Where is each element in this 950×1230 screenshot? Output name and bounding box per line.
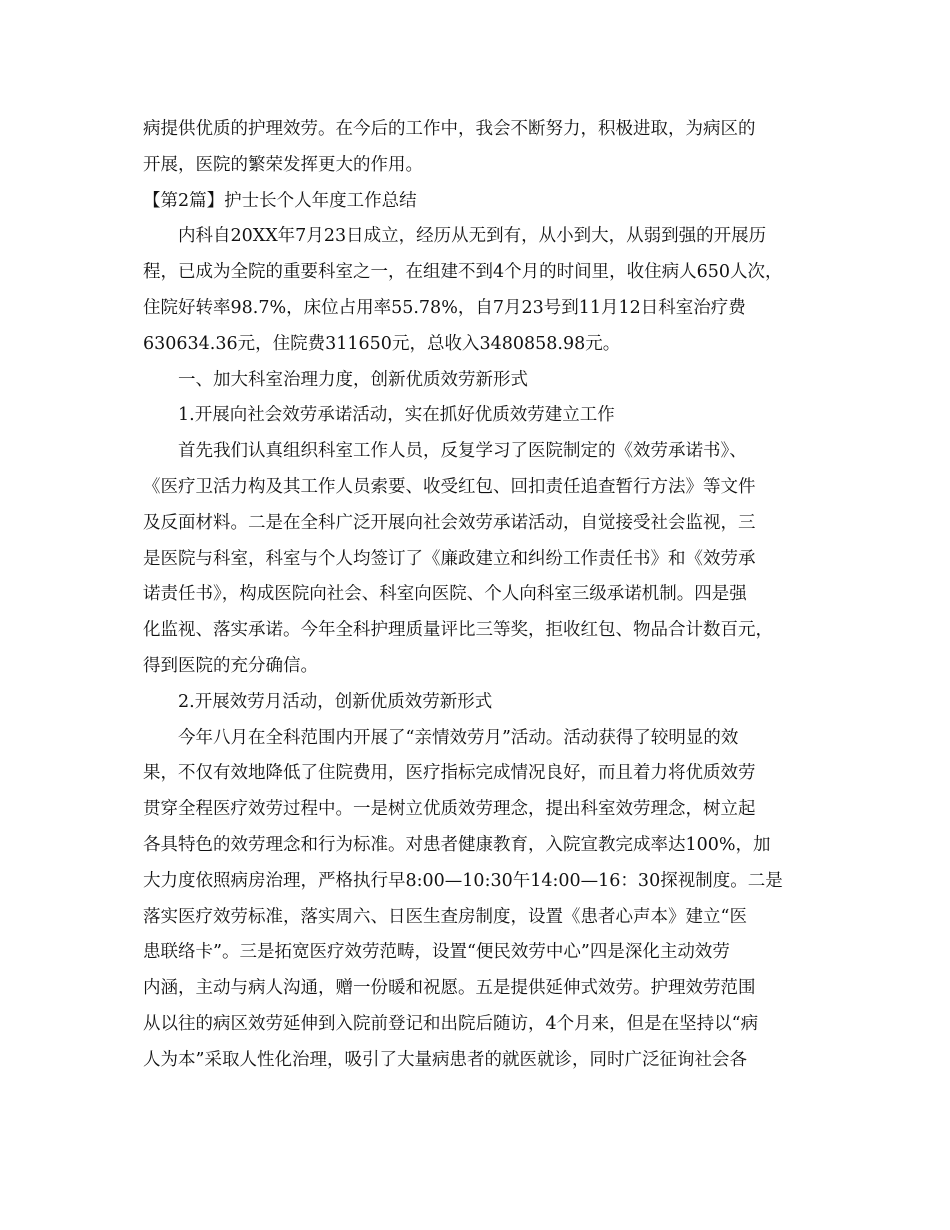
- text-line: 贯穿全程医疗效劳过程中。一是树立优质效劳理念，提出科室效劳理念，树立起: [143, 799, 756, 820]
- text-line: 得到医院的充分确信。: [143, 655, 318, 676]
- document-body: [143, 112, 823, 1079]
- text-line: 大力度依照病房治理，严格执行早8:00—10:30午14:00—16：30探视制度。二是: [143, 870, 783, 891]
- text-line: 诺责任书》，构成医院向社会、科室向医院、个人向科室三级承诺机制。四是强: [143, 584, 747, 605]
- text-line: 内涵，主动与病人沟通，赠一份暖和祝愿。五是提供延伸式效劳。护理效劳范围: [143, 978, 756, 999]
- text-line: 患联络卡”。三是拓宽医疗效劳范畴，设置“便民效劳中心”四是深化主动效劳: [143, 942, 730, 963]
- text-line: 《医疗卫活力构及其工作人员索要、收受红包、回扣责任追查暂行方法》等文件: [143, 476, 756, 497]
- section-heading: 【第2篇】护士长个人年度工作总结: [143, 190, 417, 211]
- text-line: 果，不仅有效地降低了住院费用，医疗指标完成情况良好，而且着力将优质效劳: [143, 763, 756, 784]
- text-line: 内科自20XX年7月23日成立，经历从无到有，从小到大，从弱到强的开展历: [178, 226, 767, 247]
- text-line: 各具特色的效劳理念和行为标准。对患者健康教育，入院宣教完成率达100%，加: [143, 834, 771, 855]
- text-line: 病提供优质的护理效劳。在今后的工作中，我会不断努力，积极进取，为病区的: [143, 119, 756, 139]
- text-line: 是医院与科室，科室与个人均签订了《廉政建立和纠纷工作责任书》和《效劳承: [143, 548, 756, 569]
- subsection-heading: 1.开展向社会效劳承诺活动，实在抓好优质效劳建立工作: [178, 405, 615, 426]
- text-line: 落实医疗效劳标准，落实周六、日医生查房制度，设置《患者心声本》建立“医: [143, 906, 747, 927]
- text-line: 630634.36元，住院费311650元，总收入3480858.98元。: [143, 333, 621, 354]
- text-line: 今年八月在全科范围内开展了“亲情效劳月”活动。活动获得了较明显的效: [178, 727, 739, 748]
- subsection-heading: 一、加大科室治理力度，创新优质效劳新形式: [178, 369, 528, 390]
- text-line: 人为本”采取人性化治理，吸引了大量病患者的就医就诊，同时广泛征询社会各: [143, 1049, 747, 1070]
- text-line: 住院好转率98.7%，床位占用率55.78%，自7月23号到11月12日科室治疗费: [143, 297, 746, 318]
- text-line: 及反面材料。二是在全科广泛开展向社会效劳承诺活动，自觉接受社会监视，三: [143, 512, 756, 533]
- text-line: 从以往的病区效劳延伸到入院前登记和出院后随访，4个月来，但是在坚持以“病: [143, 1013, 759, 1034]
- text-line: 程，已成为全院的重要科室之一，在组建不到4个月的时间里，收住病人650人次，: [143, 262, 783, 283]
- subsection-heading: 2.开展效劳月活动，创新优质效劳新形式: [178, 691, 493, 712]
- text-line: 化监视、落实承诺。今年全科护理质量评比三等奖，拒收红包、物品合计数百元，: [143, 620, 773, 641]
- text-line: 开展，医院的繁荣发挥更大的作用。: [143, 154, 423, 175]
- text-line: 首先我们认真组织科室工作人员，反复学习了医院制定的《效劳承诺书》、: [178, 441, 747, 462]
